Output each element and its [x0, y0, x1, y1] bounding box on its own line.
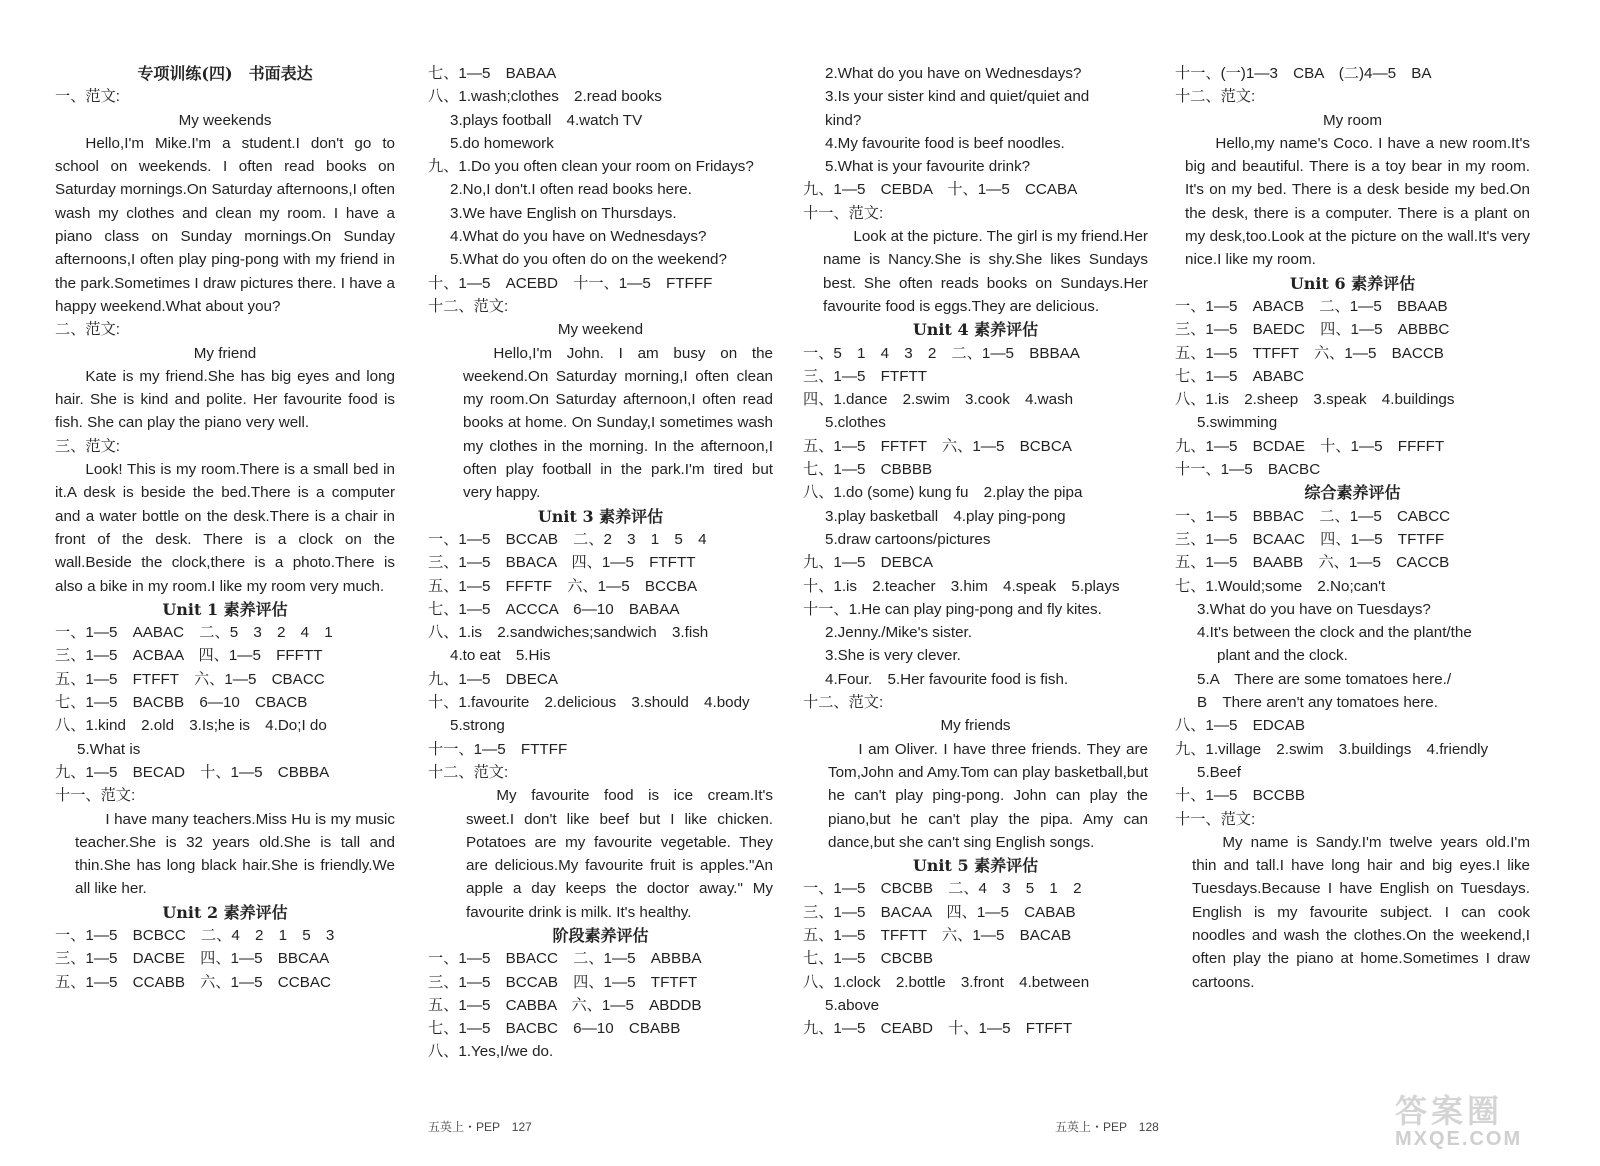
answer-line: 九、1—5 CEBDA 十、1—5 CCABA	[803, 181, 1078, 199]
answer-line: 一、1—5 ABACB 二、1—5 BBAAB	[1175, 297, 1448, 315]
unit-title: 综合素养评估	[1304, 483, 1401, 503]
answer-line: 三、1—5 BCAAC 四、1—5 TFTFF	[1175, 530, 1445, 548]
unit-title: Unit 5 素养评估	[912, 856, 1039, 876]
section-label: 二、范文:	[55, 321, 120, 339]
unit-title: Unit 3 素养评估	[537, 506, 664, 526]
answer-line: 3.play basketball 4.play ping-pong	[825, 507, 1066, 525]
answer-line: 一、1—5 CBCBB 二、4 3 5 1 2	[803, 880, 1082, 898]
answer-line: 八、1.is 2.sheep 3.speak 4.buildings	[1175, 391, 1455, 409]
page-footer-left: 五英上・PEP 127	[428, 1120, 532, 1134]
answer-line: 三、1—5 FTFTT	[803, 367, 928, 385]
column-3	[803, 62, 1148, 1040]
answer-line: 五、1—5 CABBA 六、1—5 ABDDB	[428, 996, 702, 1014]
answer-line: 七、1—5 CBBBB	[803, 461, 933, 479]
answer-line: 十一、范文:	[55, 787, 136, 805]
answer-line: 五、1—5 BAABB 六、1—5 CACCB	[1175, 554, 1450, 572]
answer-line: 5.A There are some tomatoes here./	[1197, 670, 1452, 688]
answer-line: 3.She is very clever.	[825, 647, 961, 665]
answer-line: plant and the clock.	[1217, 647, 1348, 665]
answer-line: 七、1—5 CBCBB	[803, 950, 933, 968]
unit-title: Unit 2 素养评估	[162, 902, 288, 922]
answer-line: 七、1.Would;some 2.No;can't	[1175, 577, 1386, 595]
unit-title: Unit 4 素养评估	[912, 320, 1039, 340]
answer-line: 八、1.is 2.sandwiches;sandwich 3.fish	[428, 624, 709, 642]
answer-line: 三、1—5 BCCAB 四、1—5 TFTFT	[428, 973, 698, 991]
answer-line: 五、1—5 FTFFT 六、1—5 CBACC	[55, 670, 325, 688]
answer-line: 十二、范文:	[428, 763, 509, 781]
essay-text: Hello,I'm Mike.I'm a student.I don't go to school on weekends. I often read books on Saturday mornings.On Saturday afternoons,I often wash my clothes and clean my room. I have a piano class on Sunday mornings.On Sunday afternoons,I often play ping-pong with my friend in the park.Sometimes I draw pictures there. I have a happy weekend.What about you?	[55, 134, 395, 315]
unit-title: Unit 6 素养评估	[1289, 273, 1416, 293]
answer-line: 十、1.favourite 2.delicious 3.should 4.body	[428, 694, 750, 712]
answer-line: 七、1—5 BABAA	[428, 65, 557, 82]
answer-line: 九、1—5 DBECA	[428, 670, 558, 688]
answer-line: 十二、范文:	[1175, 88, 1256, 106]
answer-line: 3.What do you have on Tuesdays?	[1197, 600, 1431, 618]
answer-line: 一、1—5 AABAC 二、5 3 2 4 1	[55, 624, 333, 642]
answer-line: 4.It's between the clock and the plant/the	[1197, 624, 1472, 642]
answer-line: 八、1.wash;clothes 2.read books	[428, 88, 662, 106]
essay-title: My friend	[193, 344, 257, 362]
answer-line: 5.above	[825, 996, 880, 1014]
answer-line: 3.Is your sister kind and quiet/quiet and	[825, 88, 1090, 106]
answer-line: 十、1—5 BCCBB	[1175, 787, 1305, 805]
column-4	[1175, 62, 1530, 994]
answer-line: 十一、范文:	[803, 204, 884, 222]
essay-text: I am Oliver. I have three friends. They are Tom,John and Amy.Tom can play basketball,but he can't play ping-pong. John can play the piano,but he can't play the pipa. Amy can dance,but she can't sing English songs.	[828, 740, 1148, 851]
answer-line: 5.Beef	[1197, 763, 1241, 781]
answer-line: 十一、(一)1—3 CBA (二)4—5 BA	[1175, 65, 1432, 82]
answer-line: 4.My favourite food is beef noodles.	[825, 134, 1065, 152]
answer-line: 5.swimming	[1197, 414, 1278, 432]
answer-line: 5.clothes	[825, 414, 886, 432]
answer-line: 3.We have English on Thursdays.	[450, 204, 677, 222]
watermark-url: MXQE.COM	[1395, 1128, 1523, 1150]
essay-title: My friends	[940, 717, 1011, 735]
answer-line: 2.No,I don't.I often read books here.	[450, 181, 692, 199]
answer-line: 一、5 1 4 3 2 二、1—5 BBBAA	[803, 344, 1080, 362]
page-footer-right: 五英上・PEP 128	[1055, 1120, 1159, 1134]
answer-line: 八、1.do (some) kung fu 2.play the pipa	[803, 484, 1083, 502]
answer-line: 三、1—5 BBACA 四、1—5 FTFTT	[428, 554, 696, 572]
answer-line: 4.to eat 5.His	[450, 647, 551, 665]
answer-line: 九、1—5 BECAD 十、1—5 CBBBA	[55, 763, 330, 781]
answer-line: 十二、范文:	[428, 297, 509, 315]
answer-line: 三、1—5 DACBE 四、1—5 BBCAA	[55, 950, 330, 968]
answer-line: 十、1.is 2.teacher 3.him 4.speak 5.plays	[803, 577, 1120, 595]
answer-line: 九、1.Do you often clean your room on Fridays?	[428, 158, 754, 176]
answer-line: B There aren't any tomatoes here.	[1197, 694, 1438, 712]
essay-title: My room	[1322, 111, 1383, 129]
answer-line: 九、1—5 BCDAE 十、1—5 FFFFT	[1175, 437, 1445, 455]
answer-line: 十一、1—5 BACBC	[1175, 461, 1321, 479]
answer-line: 十、1—5 ACEBD 十一、1—5 FTFFF	[428, 274, 713, 292]
essay-text: Hello,my name's Coco. I have a new room.It's big and beautiful. There is a toy bear in my room. It's on my bed. There is a desk beside my bed.On the desk, there is a computer. There is a plant on my desk,too.Look at the picture on the wall.It's very nice.I like my room.	[1185, 134, 1530, 269]
column-2	[428, 62, 773, 1064]
answer-line: 5.What do you often do on the weekend?	[450, 251, 727, 269]
answer-line: 十一、1—5 FTTFF	[428, 740, 568, 758]
answer-line: 一、1—5 BBACC 二、1—5 ABBBA	[428, 950, 702, 968]
essay-text: Look at the picture. The girl is my friend.Her name is Nancy.She is shy.She likes Sundays best. She often reads books on Sundays.Her favourite food is eggs.They are delicious.	[823, 228, 1148, 315]
answer-line: 一、1—5 BCCAB 二、2 3 1 5 4	[428, 530, 707, 548]
column-1	[55, 62, 395, 994]
answer-line: 八、1.kind 2.old 3.Is;he is 4.Do;I do	[55, 717, 327, 735]
answer-line: 五、1—5 TFFTT 六、1—5 BACAB	[803, 926, 1072, 944]
unit-title: Unit 1 素养评估	[162, 599, 288, 619]
answer-line: 5.strong	[450, 717, 505, 735]
answer-line: 五、1—5 FFFTF 六、1—5 BCCBA	[428, 577, 698, 595]
answer-line: 十一、范文:	[1175, 810, 1256, 828]
essay-text: Hello,I'm John. I am busy on the weekend.On Saturday morning,I often clean my room.On Saturday afternoon,I often read books at home. On Sunday,I sometimes wash my clothes in the morning. In the afternoon,I often play football in the park.I'm tired but very happy.	[463, 344, 773, 502]
answer-line: 4.Four. 5.Her favourite food is fish.	[825, 670, 1069, 688]
essay-text: Look! This is my room.There is a small bed in it.A desk is beside the bed.There is a computer and a water bottle on the desk.There is a chair in front of the desk. There is a clock on the wall.Beside the clock,there is a photo.There is also a bike in my room.I like my room very much.	[55, 461, 395, 595]
answer-line: kind?	[825, 111, 862, 129]
answer-line: 十二、范文:	[803, 694, 884, 712]
essay-text: My favourite food is ice cream.It's sweet.I don't like beef but I like chicken. Potatoes are my favourite vegetable. They are delicious.My favourite fruit is apples."An apple a day keeps the doctor away." My favourite drink is milk. It's healthy.	[466, 787, 773, 921]
answer-line: 八、1.Yes,I/we do.	[428, 1043, 554, 1061]
answer-line: 七、1—5 BACBB 6—10 CBACB	[55, 694, 308, 712]
answer-line: 五、1—5 TTFFT 六、1—5 BACCB	[1175, 344, 1444, 362]
answer-line: 一、1—5 BBBAC 二、1—5 CABCC	[1175, 507, 1451, 525]
answer-line: 七、1—5 BACBC 6—10 CBABB	[428, 1020, 681, 1038]
answer-line: 八、1—5 EDCAB	[1175, 717, 1305, 735]
answer-line: 5.draw cartoons/pictures	[825, 530, 991, 548]
answer-line: 三、1—5 BAEDC 四、1—5 ABBBC	[1175, 321, 1450, 339]
answer-line: 九、1—5 DEBCA	[803, 554, 933, 572]
answer-line: 三、1—5 ACBAA 四、1—5 FFFTT	[55, 647, 323, 665]
section-label: 三、范文:	[55, 437, 120, 455]
answer-line: 九、1.village 2.swim 3.buildings 4.friendly	[1175, 740, 1489, 758]
answer-line: 一、1—5 BCBCC 二、4 2 1 5 3	[55, 926, 335, 944]
essay-title: My weekend	[557, 321, 644, 339]
answer-line: 十一、1.He can play ping-pong and fly kites.	[803, 600, 1102, 618]
answer-line: 七、1—5 ACCCA 6—10 BABAA	[428, 600, 680, 618]
answer-line: 4.What do you have on Wednesdays?	[450, 228, 707, 246]
answer-line: 五、1—5 CCABB 六、1—5 CCBAC	[55, 973, 331, 991]
essay-title: My weekends	[178, 111, 272, 129]
answer-line: 2.Jenny./Mike's sister.	[825, 624, 972, 642]
answer-line: 五、1—5 FFTFT 六、1—5 BCBCA	[803, 437, 1072, 455]
answer-line: 3.plays football 4.watch TV	[450, 111, 643, 129]
answer-line: 四、1.dance 2.swim 3.cook 4.wash	[803, 391, 1074, 409]
essay-text: Kate is my friend.She has big eyes and long hair. She is kind and polite. Her favourite food is fish. She can play the piano very well.	[55, 367, 395, 432]
essay-text: My name is Sandy.I'm twelve years old.I'm thin and tall.I have long hair and big eyes.I like Tuesdays.Because I have English on Tuesdays. English is my favourite subject. I can cook noodles and wash the clothes.On the weekend,I often play the piano at home.Sometimes I draw cartoons.	[1192, 833, 1530, 991]
answer-line: 5.What is your favourite drink?	[825, 158, 1031, 176]
answer-line: 九、1—5 CEABD 十、1—5 FTFFT	[803, 1020, 1073, 1038]
answer-line: 七、1—5 ABABC	[1175, 367, 1305, 385]
answer-line: 2.What do you have on Wednesdays?	[825, 65, 1082, 82]
answer-line: 三、1—5 BACAA 四、1—5 CABAB	[803, 903, 1076, 921]
section-label: 一、范文:	[55, 88, 120, 106]
section-title: 专项训练(四) 书面表达	[137, 64, 313, 83]
answer-line: 5.What is	[77, 740, 141, 758]
watermark-logo: 答案圈	[1395, 1093, 1504, 1129]
unit-title: 阶段素养评估	[552, 925, 649, 945]
answer-line: 5.do homework	[450, 134, 554, 152]
answer-line: 八、1.clock 2.bottle 3.front 4.between	[803, 973, 1090, 991]
essay-text: I have many teachers.Miss Hu is my music teacher.She is 32 years old.She is tall and thin.She has long black hair.She is friendly.We all like her.	[75, 810, 395, 898]
